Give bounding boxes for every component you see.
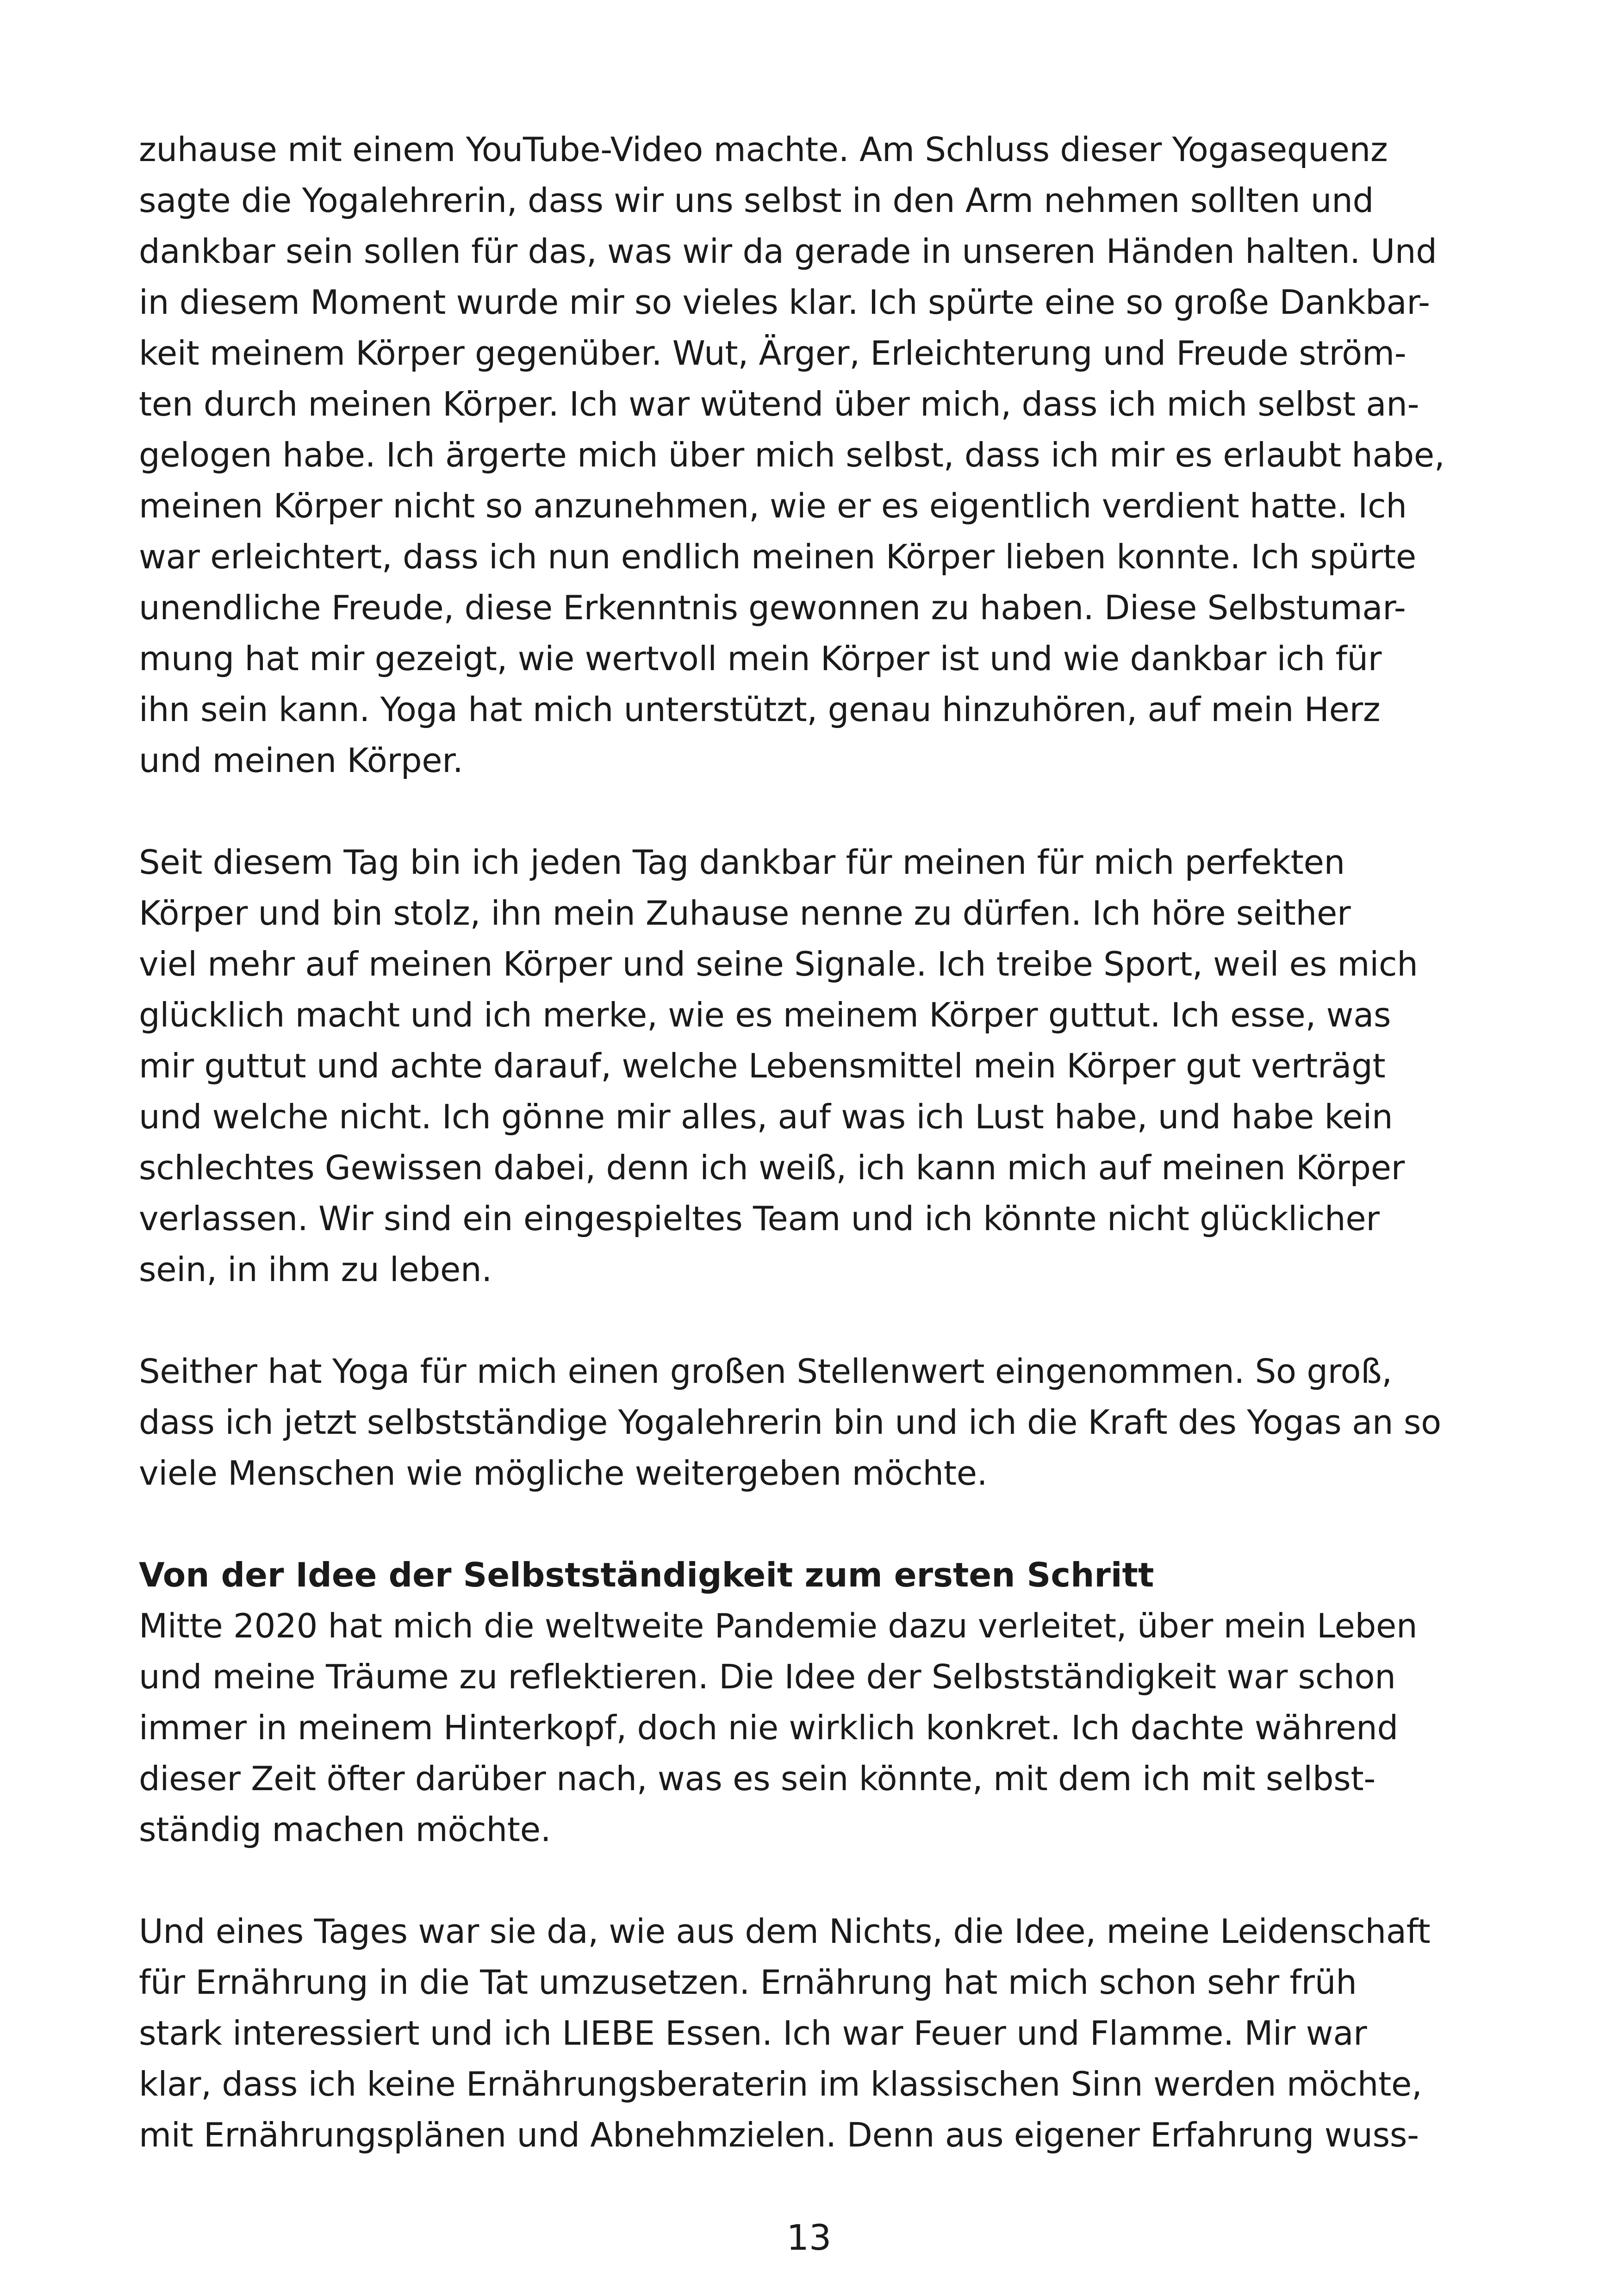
paragraph-spacer [139, 1295, 1490, 1346]
paragraph-spacer [139, 1855, 1490, 1906]
paragraph-pandemic: Mitte 2020 hat mich die weltweite Pandemie dazu verleitet, über mein Leben und meine Träume zu reflektieren. Die Idee der Selbstständigkeit war schon immer in meinem Hinterkopf, doch nie wirklich konkret. Ich dachte während dieser Zeit öfter darüber nach, was es sein könnte, mit dem ich mit selbst- ständig machen möchte. [139, 1606, 1418, 1849]
paragraph-yoga-teacher: Seither hat Yoga für mich einen großen Stellenwert eingenommen. So groß, dass ich jetzt selbstständige Yogalehrerin bin und ich die Kraft des Yogas an so viele Menschen wie mögliche weitergeben möchte. [139, 1352, 1441, 1493]
paragraph-spacer [139, 786, 1490, 837]
paragraph-yoga-experience: zuhause mit einem YouTube-Video machte. Am Schluss dieser Yogasequenz sagte die Yogalehrerin, dass wir uns selbst in den Arm nehmen sollten und dankbar sein sollen für das, was wir da gerade in unseren Händen halten. Und in diesem Moment wurde mir so vieles klar. Ich spürte eine so große Dankbar- keit meinem Körper gegenüber. Wut, Ärger, Erleichterung und Freude ström- ten durch meinen Körper. Ich war wütend über mich, dass ich mich selbst an- gelogen habe. Ich ärgerte mich über mich selbst, dass ich mir es erlaubt habe, meinen Körper nicht so anzunehmen, wie er es eigentlich verdient hatte. Ich war erleichtert, dass ich nun endlich meinen Körper lieben konnte. Ich spürte unendliche Freude, diese Erkenntnis gewonnen zu haben. Diese Selbstumar- mung hat mir gezeigt, wie wertvoll mein Körper ist und wie dankbar ich für ihn sein kann. Yoga hat mich unterstützt, genau hinzuhören, auf mein Herz und meinen Körper. [139, 130, 1445, 780]
paragraph-nutrition-idea: Und eines Tages war sie da, wie aus dem Nichts, die Idee, meine Leidenschaft für Ernährung in die Tat umzusetzen. Ernährung hat mich schon sehr früh stark interessiert und ich LIEBE Essen. Ich war Feuer und Flamme. Mir war klar, dass ich keine Ernährungsberaterin im klassischen Sinn werden möchte, mit Ernährungsplänen und Abnehmzielen. Denn aus eigener Erfahrung wuss- [139, 1912, 1431, 2154]
section-heading: Von der Idee der Selbstständigkeit zum ersten Schritt [139, 1556, 1154, 1594]
page-number: 13 [786, 2217, 832, 2258]
page-body [139, 124, 1490, 2160]
paragraph-spacer [139, 1499, 1490, 1549]
paragraph-gratitude: Seit diesem Tag bin ich jeden Tag dankbar für meinen für mich perfekten Körper und bin stolz, ihn mein Zuhause nenne zu dürfen. Ich höre seither viel mehr auf meinen Körper und seine Signale. Ich treibe Sport, weil es mich glücklich macht und ich merke, wie es meinem Körper guttut. Ich esse, was mir guttut und achte darauf, welche Lebensmittel mein Körper gut verträgt und welche nicht. Ich gönne mir alles, auf was ich Lust habe, und habe kein schlechtes Gewissen dabei, denn ich weiß, ich kann mich auf meinen Körper verlassen. Wir sind ein eingespieltes Team und ich könnte nicht glücklicher sein, in ihm zu leben. [139, 843, 1418, 1289]
